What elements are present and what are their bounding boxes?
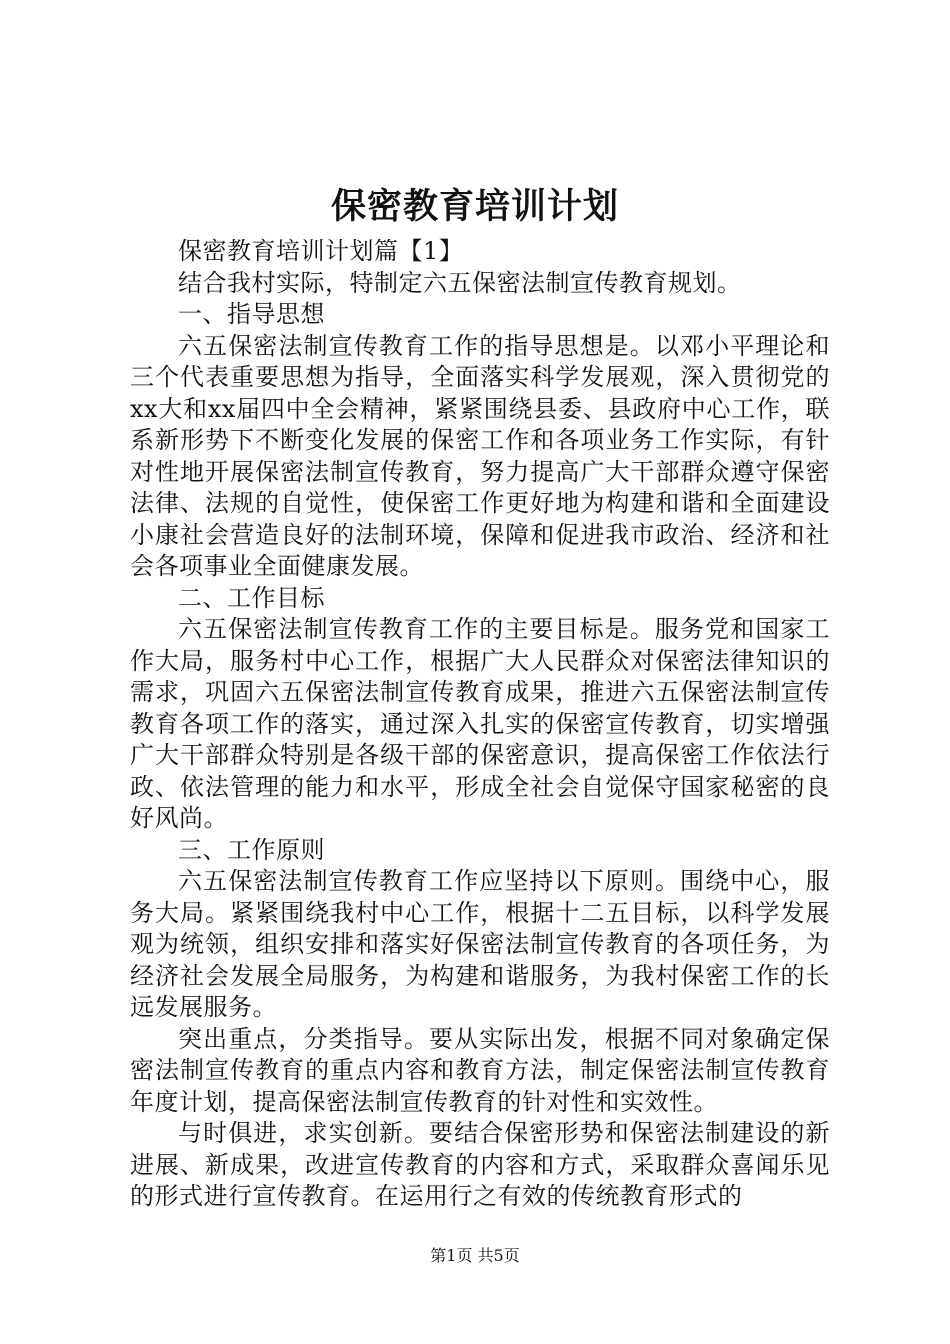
paragraph-key-points: 突出重点，分类指导。要从实际出发，根据不同对象确定保密法制宣传教育的重点内容和教育方法，制定保密法制宣传教育年度计划，提高保密法制宣传教育的针对性和实效性。	[130, 1024, 830, 1116]
paragraph-guiding-thought: 六五保密法制宣传教育工作的指导思想是。以邓小平理论和三个代表重要思想为指导，全面落实科学发展观，深入贯彻党的xx大和xx届四中全会精神，紧紧围绕县委、县政府中心工作，联系新形势下不断变化发展的保密工作和各项业务工作实际，有针对性地开展保密法制宣传教育，努力提高广大干部群众遵守保密法律、法规的自觉性，使保密工作更好地为构建和谐和全面建设小康社会营造良好的法制环境，保障和促进我市政治、经济和社会各项事业全面健康发展。	[130, 331, 830, 580]
document-body	[130, 236, 830, 1213]
paragraph-work-principles: 六五保密法制宣传教育工作应坚持以下原则。围绕中心，服务大局。紧紧围绕我村中心工作，根据十二五目标，以科学发展观为统领，组织安排和落实好保密法制宣传教育的各项任务，为经济社会发展全局服务，为构建和谐服务，为我村保密工作的长远发展服务。	[130, 867, 830, 1021]
section-heading-part: 保密教育培训计划篇【1】	[178, 237, 464, 265]
document-title: 保密教育培训计划	[330, 186, 619, 227]
paragraph-work-goals: 六五保密法制宣传教育工作的主要目标是。服务党和国家工作大局，服务村中心工作，根据广大人民群众对保密法律知识的需求，巩固六五保密法制宣传教育成果，推进六五保密法制宣传教育各项工作的落实，通过深入扎实的保密宣传教育，切实增强广大干部群众特别是各级干部的保密意识，提高保密工作依法行政、依法管理的能力和水平，形成全社会自觉保守国家秘密的良好风尚。	[130, 615, 830, 832]
page-footer: 第1页 共5页	[430, 1246, 520, 1265]
heading-work-goals: 二、工作目标	[178, 583, 325, 612]
paragraph-innovation: 与时俱进，求实创新。要结合保密形势和保密法制建设的新进展、新成果，改进宣传教育的内容和方式，采取群众喜闻乐见的形式进行宣传教育。在运用行之有效的传统教育形式的	[130, 1119, 830, 1210]
heading-guiding-thought: 一、指导思想	[178, 300, 325, 328]
heading-work-principles: 三、工作原则	[178, 835, 325, 864]
intro-paragraph: 结合我村实际，特制定六五保密法制宣传教育规划。	[178, 268, 742, 297]
